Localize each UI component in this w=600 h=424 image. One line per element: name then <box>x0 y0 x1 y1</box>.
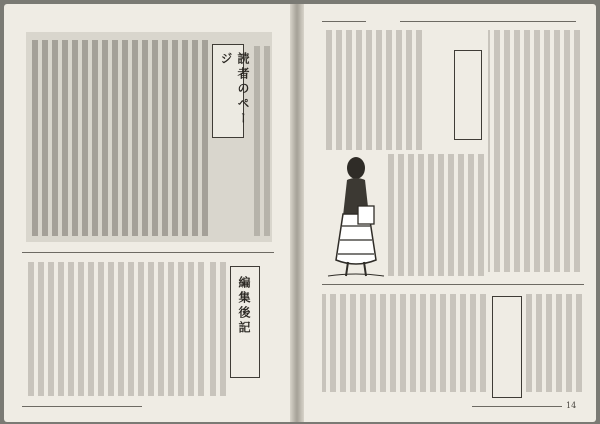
column-bottom-text-b <box>526 294 582 392</box>
book-title-box <box>454 50 482 140</box>
readers-page-title: 読者のページ <box>219 52 250 127</box>
review-text-left <box>322 30 422 150</box>
woman-illustration <box>324 154 388 280</box>
middle-text-block <box>30 154 272 252</box>
binding-gutter <box>290 4 304 422</box>
right-page <box>304 4 596 422</box>
editors-note-text-b <box>208 262 226 396</box>
column-title-box <box>492 296 522 398</box>
left-footer-rule <box>22 406 142 407</box>
editors-note-text-a <box>26 262 204 396</box>
left-page-divider <box>22 252 274 253</box>
right-page-number: 14 <box>566 401 577 410</box>
header-rule-left <box>322 21 366 22</box>
review-text-right <box>488 30 580 272</box>
review-text-lower <box>388 154 484 276</box>
column-bottom-text-a <box>322 294 486 392</box>
right-footer-rule <box>472 406 562 407</box>
left-page <box>4 4 290 422</box>
right-page-divider <box>322 284 584 285</box>
header-rule-right <box>400 21 576 22</box>
editors-note-title: 編集後記 <box>237 276 251 336</box>
